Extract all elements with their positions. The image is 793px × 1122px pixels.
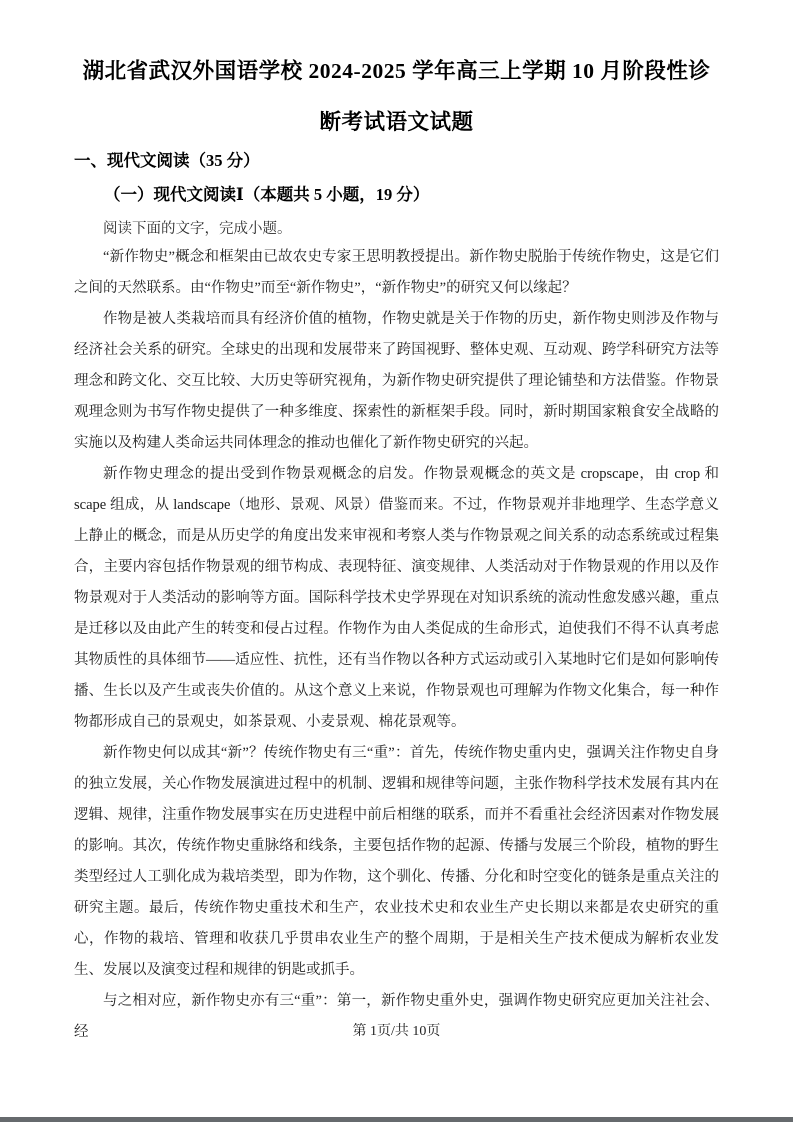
page-bottom-edge xyxy=(0,1117,793,1122)
passage-paragraph-1: “新作物史”概念和框架由已故农史专家王思明教授提出。新作物史脱胎于传统作物史，这是它们之间的天然联系。由“作物史”而至“新作物史”，“新作物史”的研究又何以缘起？ xyxy=(74,249,719,296)
document-title: 湖北省武汉外国语学校 2024-2025 学年高三上学期 10 月阶段性诊断考试语文试题 xyxy=(82,59,711,134)
passage-paragraph-4: 新作物史何以成其“新”？传统作物史有三“重”：首先，传统作物史重内史，强调关注作物史自身的独立发展，关心作物发展演进过程中的机制、逻辑和规律等问题，主张作物科学技术发展有其内在逻辑、规律，注重作物发展事实在历史进程中前后相继的联系，而并不看重社会经济因素对作物发展的影响。其次，传统作物史重脉络和线条，主要包括作物的起源、传播与发展三个阶段，植物的野生类型经过人工驯化成为栽培类型，即为作物，这个驯化、传播、分化和时空变化的链条是重点关注的研究主题。最后，传统作物史重技术和生产，农业技术史和农业生产史长期以来都是农史研究的重心，作物的栽培、管理和收获几乎贯串农业生产的整个周期，于是相关生产技术便成为解析农业发生、发展以及演变过程和规律的钥匙或抓手。 xyxy=(74,745,719,978)
section-heading-modern-reading: 一、现代文阅读（35 分） xyxy=(74,151,260,170)
passage-paragraph-5: 与之相对应，新作物史亦有三“重”：第一，新作物史重外史，强调作物史研究应更加关注社会、经 xyxy=(74,993,719,1040)
page-number-footer: 第 1页/共 10页 xyxy=(352,1024,441,1039)
passage-paragraph-3: 新作物史理念的提出受到作物景观概念的启发。作物景观概念的英文是 cropscape，由 crop 和 scape 组成，从 landscape（地形、景观、风景）借鉴而来。不过，作物景观并非地理学、生态学意义上静止的概念，而是从历史学的角度出发来审视和考察人类与作物景观之间关系的动态系统或过程集合，主要内容包括作物景观的细节构成、表现特征、演变规律、人类活动对于作物景观的作用以及作物景观对于人类活动的影响等方面。国际科学技术史学界现在对知识系统的流动性愈发感兴趣，重点是迁移以及由此产生的转变和侵占过程。作物作为由人类促成的生命形式，迫使我们不得不认真考虑其物质性的具体细节——适应性、抗性，还有当作物以各种方式运动或引入某地时它们是如何影响传播、生长以及产生或丧失价值的。从这个意义上来说，作物景观也可理解为作物文化集合，每一种作物都形成自己的景观史，如茶景观、小麦景观、棉花景观等。 xyxy=(74,466,719,730)
subsection-heading-reading-1: （一）现代文阅读Ⅰ（本题共 5 小题，19 分） xyxy=(104,185,430,204)
passage-paragraph-2: 作物是被人类栽培而具有经济价值的植物，作物史就是关于作物的历史，新作物史则涉及作物与经济社会关系的研究。全球史的出现和发展带来了跨国视野、整体史观、互动观、跨学科研究方法等理念和跨文化、交互比较、大历史等研究视角，为新作物史研究提供了理论铺垫和方法借鉴。作物景观理念则为书写作物史提供了一种多维度、探索性的新框架手段。同时，新时期国家粮食安全战略的实施以及构建人类命运共同体理念的推动也催化了新作物史研究的兴起。 xyxy=(74,311,719,451)
instruction-text: 阅读下面的文字，完成小题。 xyxy=(103,221,292,237)
